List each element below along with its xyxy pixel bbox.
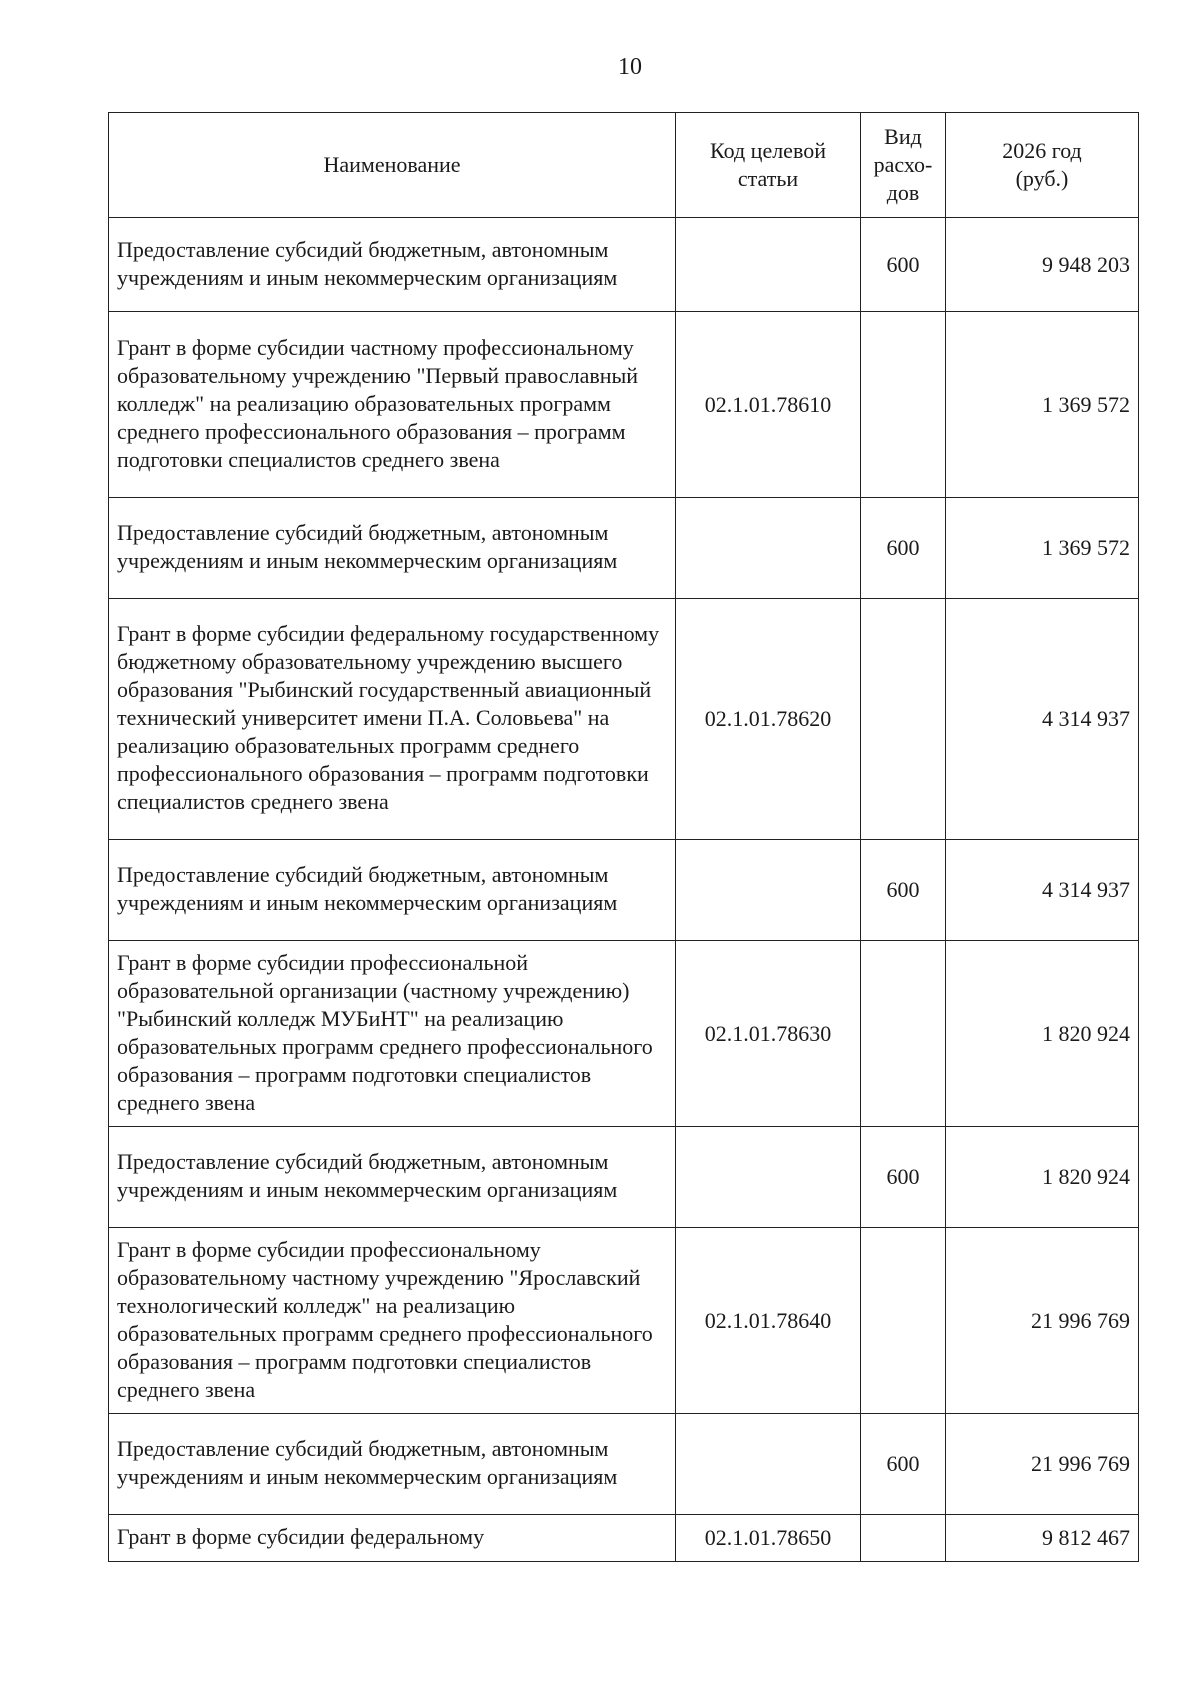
- table-header: [109, 113, 1139, 218]
- header-amount: 2026 год (руб.): [946, 113, 1139, 218]
- row-amount: 9 812 467: [946, 1515, 1139, 1562]
- row-name: Предоставление субсидий бюджетным, автономным учреждениям и иным некоммерческим организациям: [109, 1127, 676, 1228]
- row-type: [861, 941, 946, 1127]
- row-code: [676, 498, 861, 599]
- row-amount: 21 996 769: [946, 1228, 1139, 1414]
- row-type: 600: [861, 498, 946, 599]
- row-amount: 21 996 769: [946, 1414, 1139, 1515]
- row-amount: 1 820 924: [946, 941, 1139, 1127]
- header-row: [109, 113, 1139, 218]
- row-amount: 1 369 572: [946, 312, 1139, 498]
- row-code: 02.1.01.78630: [676, 941, 861, 1127]
- row-code: [676, 1414, 861, 1515]
- row-type: 600: [861, 1414, 946, 1515]
- table-row: [109, 1127, 1139, 1228]
- row-code: [676, 218, 861, 312]
- table-row: [109, 1414, 1139, 1515]
- table-row: [109, 599, 1139, 840]
- row-type: [861, 1515, 946, 1562]
- row-type: [861, 312, 946, 498]
- header-type: Вид расхо- дов: [861, 113, 946, 218]
- header-name: Наименование: [109, 113, 676, 218]
- row-type: 600: [861, 1127, 946, 1228]
- row-name: Предоставление субсидий бюджетным, автономным учреждениям и иным некоммерческим организациям: [109, 498, 676, 599]
- row-type: [861, 1228, 946, 1414]
- table-row: [109, 312, 1139, 498]
- row-name: Грант в форме субсидии профессиональному образовательному частному учреждению "Ярославский технологический колледж" на реализацию образовательных программ среднего профессионального образования – программ подготовки специалистов среднего звена: [109, 1228, 676, 1414]
- table-row: [109, 941, 1139, 1127]
- row-name: Грант в форме субсидии профессиональной образовательной организации (частному учреждению) "Рыбинский колледж МУБиНТ" на реализацию образовательных программ среднего профессионального образования – программ подготовки специалистов среднего звена: [109, 941, 676, 1127]
- budget-table: [108, 112, 1139, 1562]
- row-amount: 4 314 937: [946, 599, 1139, 840]
- row-code: 02.1.01.78610: [676, 312, 861, 498]
- row-code: 02.1.01.78650: [676, 1515, 861, 1562]
- table-row: [109, 1515, 1139, 1562]
- row-code: 02.1.01.78640: [676, 1228, 861, 1414]
- row-code: [676, 840, 861, 941]
- table-body: [109, 218, 1139, 1562]
- row-code: 02.1.01.78620: [676, 599, 861, 840]
- table-row: [109, 840, 1139, 941]
- row-amount: 1 820 924: [946, 1127, 1139, 1228]
- row-name: Предоставление субсидий бюджетным, автономным учреждениям и иным некоммерческим организациям: [109, 1414, 676, 1515]
- row-code: [676, 1127, 861, 1228]
- row-amount: 1 369 572: [946, 498, 1139, 599]
- row-amount: 9 948 203: [946, 218, 1139, 312]
- row-name: Грант в форме субсидии частному профессиональному образовательному учреждению "Первый православный колледж" на реализацию образовательных программ среднего профессионального образования – программ подготовки специалистов среднего звена: [109, 312, 676, 498]
- page-number: 10: [618, 54, 642, 80]
- row-name: Грант в форме субсидии федеральному государственному бюджетному образовательному учреждению высшего образования "Рыбинский государственный авиационный технический университет имени П.А. Соловьева" на реализацию образовательных программ среднего профессионального образования – программ подготовки специалистов среднего звена: [109, 599, 676, 840]
- row-name: Грант в форме субсидии федеральному: [109, 1515, 676, 1562]
- table-row: [109, 498, 1139, 599]
- row-name: Предоставление субсидий бюджетным, автономным учреждениям и иным некоммерческим организациям: [109, 218, 676, 312]
- row-type: [861, 599, 946, 840]
- header-code: Код целевой статьи: [676, 113, 861, 218]
- row-amount: 4 314 937: [946, 840, 1139, 941]
- row-type: 600: [861, 218, 946, 312]
- row-type: 600: [861, 840, 946, 941]
- table-row: [109, 1228, 1139, 1414]
- table-row: [109, 218, 1139, 312]
- row-name: Предоставление субсидий бюджетным, автономным учреждениям и иным некоммерческим организациям: [109, 840, 676, 941]
